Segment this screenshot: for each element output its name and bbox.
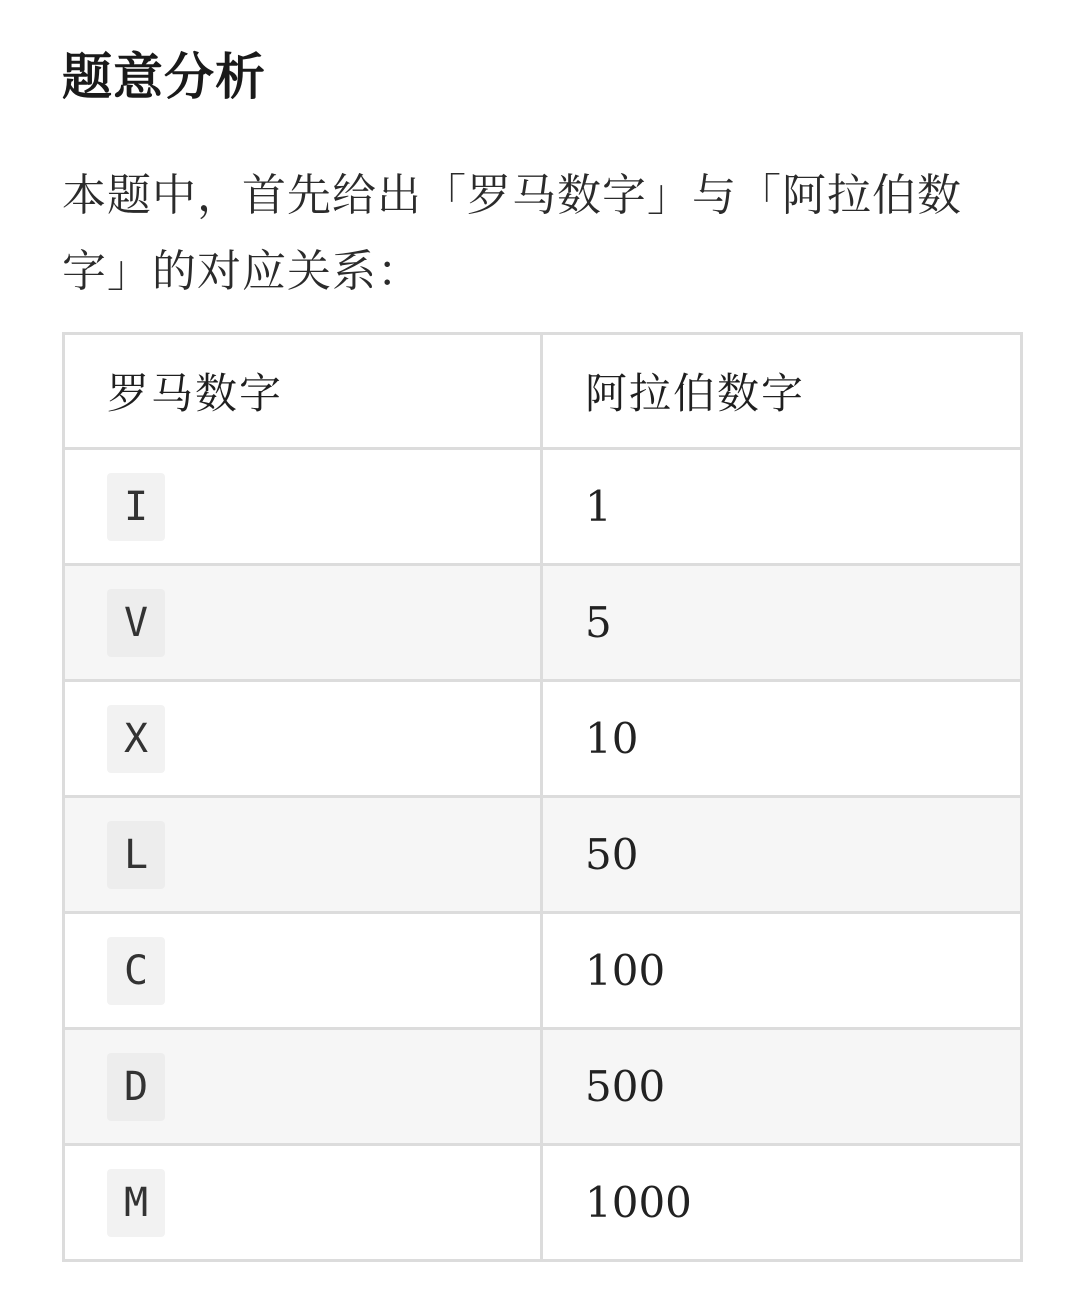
- arabic-cell: [542, 449, 1022, 565]
- arabic-value: 500: [585, 1062, 666, 1111]
- roman-code: M: [107, 1169, 165, 1237]
- arabic-value: 50: [585, 830, 639, 879]
- arabic-value: 1000: [585, 1178, 692, 1227]
- table-row: [64, 913, 1022, 1029]
- arabic-cell: [542, 913, 1022, 1029]
- arabic-cell: [542, 1029, 1022, 1145]
- table-header-row: [64, 334, 1022, 449]
- roman-code: D: [107, 1053, 165, 1121]
- arabic-value: 5: [585, 598, 612, 647]
- roman-cell: [64, 913, 542, 1029]
- arabic-cell: [542, 1145, 1022, 1261]
- arabic-cell: [542, 681, 1022, 797]
- table-row: [64, 565, 1022, 681]
- roman-code: X: [107, 705, 165, 773]
- roman-code: V: [107, 589, 165, 657]
- roman-cell: [64, 565, 542, 681]
- roman-cell: [64, 797, 542, 913]
- table-row: [64, 1029, 1022, 1145]
- header-roman: 罗马数字: [64, 334, 542, 449]
- roman-cell: [64, 1029, 542, 1145]
- roman-code: L: [107, 821, 165, 889]
- table-row: [64, 1145, 1022, 1261]
- arabic-cell: [542, 797, 1022, 913]
- roman-cell: [64, 449, 542, 565]
- mapping-table-wrapper: [62, 332, 1020, 1262]
- roman-cell: [64, 681, 542, 797]
- roman-cell: [64, 1145, 542, 1261]
- arabic-cell: [542, 565, 1022, 681]
- table-row: [64, 797, 1022, 913]
- intro-paragraph: 本题中，首先给出「罗马数字」与「阿拉伯数字」的对应关系：: [62, 170, 962, 297]
- roman-arabic-table: [62, 332, 1023, 1262]
- table-row: [64, 449, 1022, 565]
- table-row: [64, 681, 1022, 797]
- arabic-value: 100: [585, 946, 666, 995]
- roman-code: I: [107, 473, 165, 541]
- section-heading: 题意分析: [62, 48, 266, 106]
- roman-code: C: [107, 937, 165, 1005]
- header-arabic: 阿拉伯数字: [542, 334, 1022, 449]
- arabic-value: 10: [585, 714, 639, 763]
- arabic-value: 1: [585, 482, 612, 531]
